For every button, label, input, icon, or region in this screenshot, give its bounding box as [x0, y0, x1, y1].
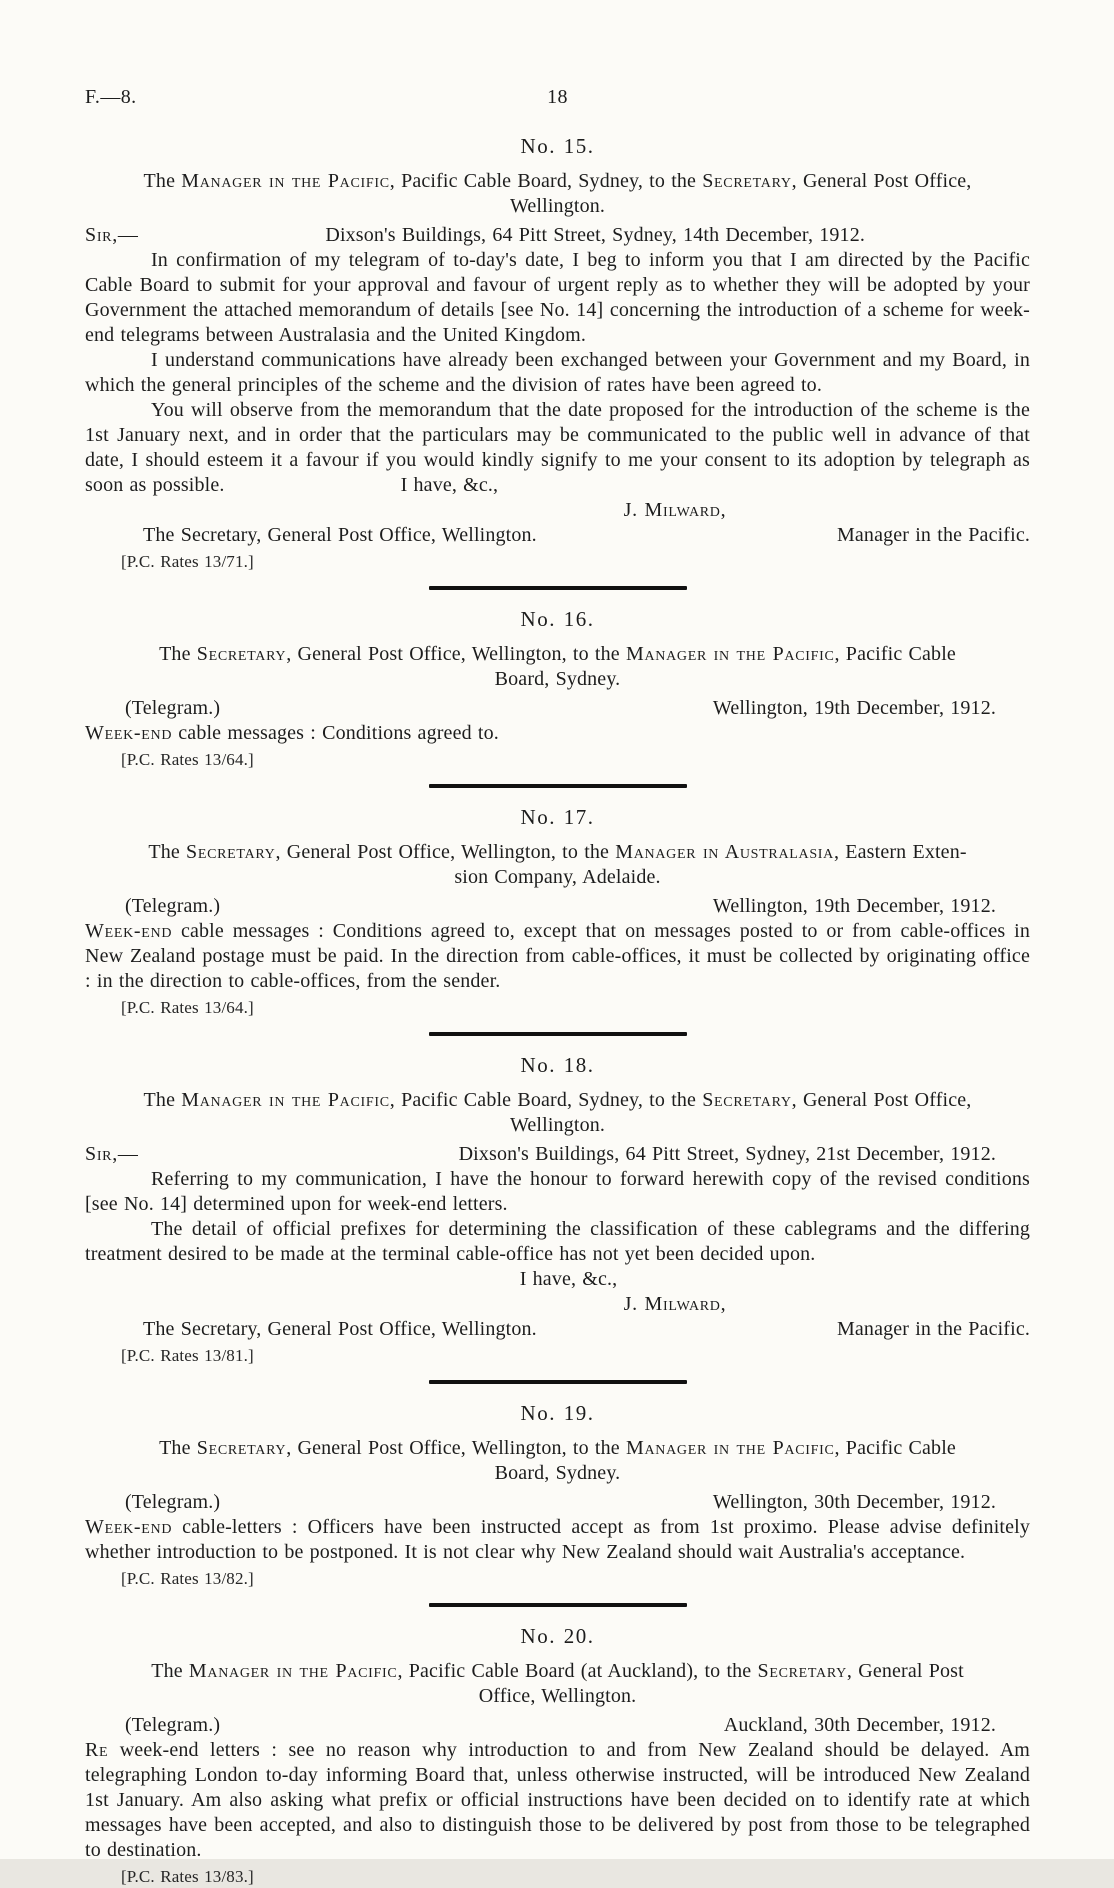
- section-no-15: [85, 134, 1030, 573]
- text-segment: , Pacific Cable: [834, 643, 956, 665]
- footnote: [P.C. Rates 13/83.]: [121, 1867, 254, 1886]
- correspondence-sections: [85, 134, 1030, 1888]
- dateline: Dixson's Buildings, 64 Pitt Street, Sydney, 14th December, 1912.: [325, 224, 865, 246]
- parties-line: [85, 840, 1030, 865]
- text-segment: Week-end: [85, 1516, 173, 1538]
- text-segment: cable messages : Conditions agreed to, except that on messages posted to or from cable-offices in New Zealand postage must be paid. In the direction from cable-offices, it must be collected by originating office : in the direction to cable-offices, from the sender.: [85, 920, 1030, 992]
- text-segment: , General Post Office, Wellington, to the: [275, 841, 616, 863]
- text-segment: Secretary: [196, 1437, 287, 1459]
- text-segment: , Pacific Cable Board, Sydney, to the: [389, 170, 703, 192]
- letter-paragraph: I understand communications have already been exchanged between your Government and my Board, in which the general principles of the scheme and the division of rates have been agreed to.: [85, 349, 1030, 396]
- section-no-17: [85, 805, 1030, 1019]
- letter-paragraph: In confirmation of my telegram of to-day's date, I beg to inform you that I am directed by the Pacific Cable Board to submit for your approval and favour of urgent reply as to whether they will be adopted by your Government the attached memorandum of details [see No. 14] concerning the introduction of a scheme for week-end telegrams between Australasia and the United Kingdom.: [85, 249, 1030, 346]
- signature-title: Manager in the Pacific.: [836, 1318, 1030, 1340]
- parties-heading: [85, 642, 1030, 692]
- text-segment: Secretary: [757, 1660, 847, 1682]
- valediction: I have, &c.,: [519, 1268, 618, 1290]
- addressee-row: [85, 1317, 1030, 1342]
- text-segment: , Pacific Cable Board (at Auckland), to the: [397, 1660, 758, 1682]
- telegram-message: [85, 1738, 1030, 1863]
- text-segment: , General Post Office,: [791, 170, 972, 192]
- section-no-18: [85, 1053, 1030, 1367]
- dateline: Wellington, 30th December, 1912.: [712, 1491, 996, 1513]
- text-segment: Office, Wellington.: [478, 1685, 637, 1707]
- text-segment: The: [143, 170, 182, 192]
- letter-paragraph: The detail of official prefixes for determining the classification of these cablegrams and the differing treatment desired to be made at the terminal cable-office has not yet been decided upon.: [85, 1218, 1030, 1265]
- salutation: Sir,—: [85, 1143, 139, 1165]
- section-divider: [429, 1603, 687, 1607]
- parties-line: [85, 1436, 1030, 1461]
- footnote: [P.C. Rates 13/64.]: [121, 750, 254, 769]
- text-segment: Secretary: [702, 170, 792, 192]
- valediction: I have, &c.,: [400, 474, 499, 496]
- text-segment: , General Post Office,: [791, 1089, 972, 1111]
- section-divider: [429, 784, 687, 788]
- text-segment: Manager in the Pacific: [181, 170, 390, 192]
- telegram-label: (Telegram.): [125, 1491, 221, 1513]
- text-segment: Manager in the Pacific: [181, 1089, 390, 1111]
- letter-paragraph: You will observe from the memorandum that the date proposed for the introduction of the scheme is the 1st January next, and in order that the particulars may be communicated to the public well in advance of that date, I should esteem it a favour if you would kindly signify to me your consent to its adoption by telegraph as soon as possible. I have, &c.,: [85, 399, 1030, 496]
- text-segment: Secretary: [186, 841, 276, 863]
- telegram-label: (Telegram.): [125, 1714, 221, 1736]
- dateline: Dixson's Buildings, 64 Pitt Street, Sydney, 21st December, 1912.: [458, 1143, 996, 1165]
- text-segment: Board, Sydney.: [494, 668, 621, 690]
- signature-name-text: J. Milward,: [623, 1293, 727, 1315]
- parties-heading: [85, 169, 1030, 219]
- text-segment: , Eastern Exten-: [833, 841, 967, 863]
- document-reference: F.—8.: [85, 86, 137, 108]
- telegram-label: (Telegram.): [125, 697, 221, 719]
- telegram-date-row: [85, 696, 1030, 721]
- section-number: No. 19.: [520, 1401, 595, 1425]
- section-no-16: [85, 607, 1030, 771]
- salutation-date-row: [85, 223, 1030, 248]
- parties-line: [85, 1461, 1030, 1486]
- signature-name: [85, 498, 1030, 523]
- parties-line: [85, 1088, 1030, 1113]
- text-segment: Board, Sydney.: [494, 1462, 621, 1484]
- dateline: Auckland, 30th December, 1912.: [723, 1714, 996, 1736]
- footnote: [P.C. Rates 13/82.]: [121, 1569, 254, 1588]
- salutation-date-row: [85, 1142, 1030, 1167]
- addressee: The Secretary, General Post Office, Wellington.: [143, 1318, 537, 1340]
- text-segment: week-end letters : see no reason why introduction to and from New Zealand should be delayed. Am telegraphing London to-day informing Board that, unless otherwise instructed, will be introduced New Zealand 1st January. Am also asking what prefix or official instructions have been decided on to identify rate at which messages have been accepted, and also to distinguish those to be delivered by post from those to be telegraphed to destination.: [85, 1739, 1030, 1861]
- text-segment: sion Company, Adelaide.: [454, 866, 661, 888]
- telegram-label: (Telegram.): [125, 895, 221, 917]
- text-segment: , General Post Office, Wellington, to the: [286, 1437, 626, 1459]
- text-segment: Secretary: [702, 1089, 792, 1111]
- signature-name: [85, 1292, 1030, 1317]
- parties-line: [85, 1113, 1030, 1138]
- dateline: Wellington, 19th December, 1912.: [712, 895, 996, 917]
- text-segment: The: [148, 841, 187, 863]
- letter-paragraph: Referring to my communication, I have the honour to forward herewith copy of the revised conditions [see No. 14] determined upon for week-end letters.: [85, 1168, 1030, 1215]
- telegram-date-row: [85, 1490, 1030, 1515]
- section-divider: [429, 586, 687, 590]
- text-segment: cable-letters : Officers have been instructed accept as from 1st proximo. Please advise definitely whether introduction to be postponed. It is not clear why New Zealand should wait Australia's acceptance.: [85, 1516, 1030, 1563]
- text-segment: The: [151, 1660, 189, 1682]
- text-segment: Manager in the Pacific: [625, 1437, 835, 1459]
- text-segment: Week-end: [85, 920, 173, 942]
- text-segment: Manager in Australasia: [615, 841, 834, 863]
- telegram-message: [85, 919, 1030, 994]
- text-segment: , General Post Office, Wellington, to the: [286, 643, 626, 665]
- dateline: Wellington, 19th December, 1912.: [712, 697, 996, 719]
- section-no-19: [85, 1401, 1030, 1590]
- text-segment: Manager in the Pacific: [188, 1660, 398, 1682]
- parties-line: [85, 1684, 1030, 1709]
- telegram-message: [85, 721, 1030, 746]
- text-segment: Week-end: [85, 722, 173, 744]
- parties-heading: [85, 1088, 1030, 1138]
- text-segment: The: [143, 1089, 182, 1111]
- parties-line: [85, 169, 1030, 194]
- text-segment: , General Post: [846, 1660, 964, 1682]
- parties-line: [85, 1659, 1030, 1684]
- text-segment: Wellington.: [509, 195, 606, 217]
- addressee: The Secretary, General Post Office, Wellington.: [143, 524, 537, 546]
- footnote: [P.C. Rates 13/71.]: [121, 552, 254, 571]
- parties-line: [85, 865, 1030, 890]
- text-segment: , Pacific Cable Board, Sydney, to the: [389, 1089, 703, 1111]
- text-segment: cable messages : Conditions agreed to.: [172, 722, 499, 744]
- section-divider: [429, 1032, 687, 1036]
- section-number: No. 16.: [520, 607, 595, 631]
- addressee-row: [85, 523, 1030, 548]
- footnote: [P.C. Rates 13/81.]: [121, 1346, 254, 1365]
- parties-line: [85, 667, 1030, 692]
- text-segment: Manager in the Pacific: [625, 643, 835, 665]
- salutation: Sir,—: [85, 224, 139, 246]
- footnote: [P.C. Rates 13/64.]: [121, 998, 254, 1017]
- section-number: No. 15.: [520, 134, 595, 158]
- text-segment: , Pacific Cable: [834, 1437, 956, 1459]
- text-segment: Re: [85, 1739, 109, 1761]
- signature-title: Manager in the Pacific.: [836, 524, 1030, 546]
- telegram-message: [85, 1515, 1030, 1565]
- parties-heading: [85, 1436, 1030, 1486]
- page-header: [85, 86, 1030, 112]
- signature-name-text: J. Milward,: [623, 499, 727, 521]
- parties-line: [85, 194, 1030, 219]
- telegram-date-row: [85, 894, 1030, 919]
- telegram-date-row: [85, 1713, 1030, 1738]
- parties-heading: [85, 1659, 1030, 1709]
- section-divider: [429, 1380, 687, 1384]
- section-number: No. 20.: [520, 1624, 595, 1648]
- text-segment: The: [159, 643, 197, 665]
- text-segment: Secretary: [196, 643, 287, 665]
- text-segment: The: [159, 1437, 197, 1459]
- section-number: No. 17.: [520, 805, 595, 829]
- parties-line: [85, 642, 1030, 667]
- text-segment: Wellington.: [509, 1114, 606, 1136]
- page-number: 18: [547, 86, 568, 108]
- section-no-20: [85, 1624, 1030, 1888]
- parties-heading: [85, 840, 1030, 890]
- section-number: No. 18.: [520, 1053, 595, 1077]
